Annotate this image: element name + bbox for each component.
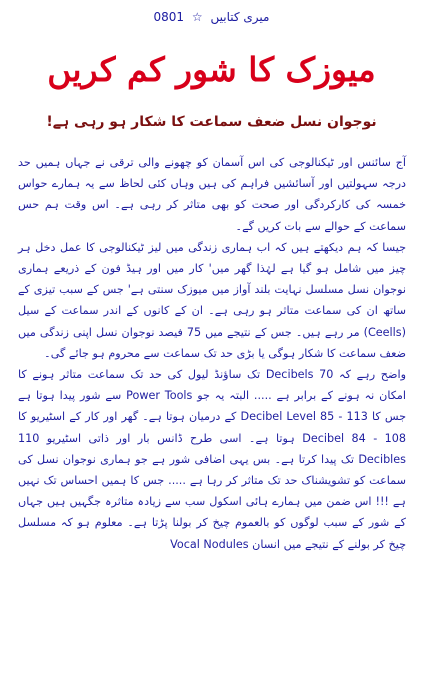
series-label: میری کتابیں <box>210 10 270 24</box>
paragraph-technology: جیسا کہ ہم دیکھتے ہیں کہ اب ہماری زندگی میں لیز ٹیکنالوجی کا عمل دخل ہر چیز میں شامل ہو گیا ہے لہٰذا گھر میں' کار میں اور ہیڈ فون کے ذریعے ہماری نوجوان نسل مسلسل نہایت بلند آواز میں میوزک سنتی ہے' جس کے سبب تیزی کے ساتھ ان کی سماعت متاثر ہو رہی ہے۔ ان کے کانوں کے اندر سماعت کے سیل (Ceells) مر رہے ہیں۔ جس کے نتیجے میں 75 فیصد نوجوان نسل اپنی زندگی میں ضعف سماعت کا شکار ہوگی یا بڑی حد تک سماعت سے محروم ہو جائے گی۔ <box>18 240 406 360</box>
article-title: میوزک کا شور کم کریں <box>47 50 376 89</box>
paragraph-decibels: واضح رہے کہ 70 Decibels تک ساؤنڈ لیول کی حد تک سماعت متاثر ہونے کا امکان نہ ہونے کے برابر ہے ..... البتہ یہ جو Power Tools سے شور پیدا ہوتا ہے جس کا Decibel Level 85 - 113 کے درمیان ہوتا ہے۔ گھر اور کار کے اسٹیریو کا 108 - 84 Decibel ہوتا ہے۔ اسی طرح ڈانس بار اور ذاتی اسٹیریو 110 Decibles تک پیدا کرتا ہے۔ بس یہی اضافی شور ہے جو ہماری نوجوان نسل کی سماعت کو تشویشناک حد تک متاثر کر رہا ہے ..... جس کا ہمیں احساس تک نہیں ہے !!! اس ضمن میں ہمارے ہائی اسکول سب سے زیادہ متاثرہ جگہیں ہیں جہاں کے شور کے سبب لوگوں کو بالعموم چیخ کر بولنا پڑتا ہے۔ معلوم ہو کہ مسلسل چیخ کر بولنے کے نتیجے میں انسان Vocal Nodules <box>18 368 407 551</box>
page-header <box>0 10 423 24</box>
page-number: 0801 <box>153 10 185 24</box>
article-body <box>18 152 406 555</box>
article-subtitle: نوجوان نسل ضعف سماعت کا شکار ہو رہی ہے! <box>46 114 377 130</box>
star-icon: ☆ <box>191 10 203 24</box>
paragraph-intro: آج سائنس اور ٹیکنالوجی کی اس آسمان کو چھونے والی ترقی نے جہاں ہمیں حد درجہ سہولتیں اور آسائشیں فراہم کی ہیں وہاں کئی لحاظ سے یہ ہمارے حواس خمسہ کی کارکردگی اور صحت کو بھی متاثر کر رہی ہے۔ اس وقت ہم حس سماعت کے حوالے سے بات کریں گے۔ <box>18 156 406 233</box>
